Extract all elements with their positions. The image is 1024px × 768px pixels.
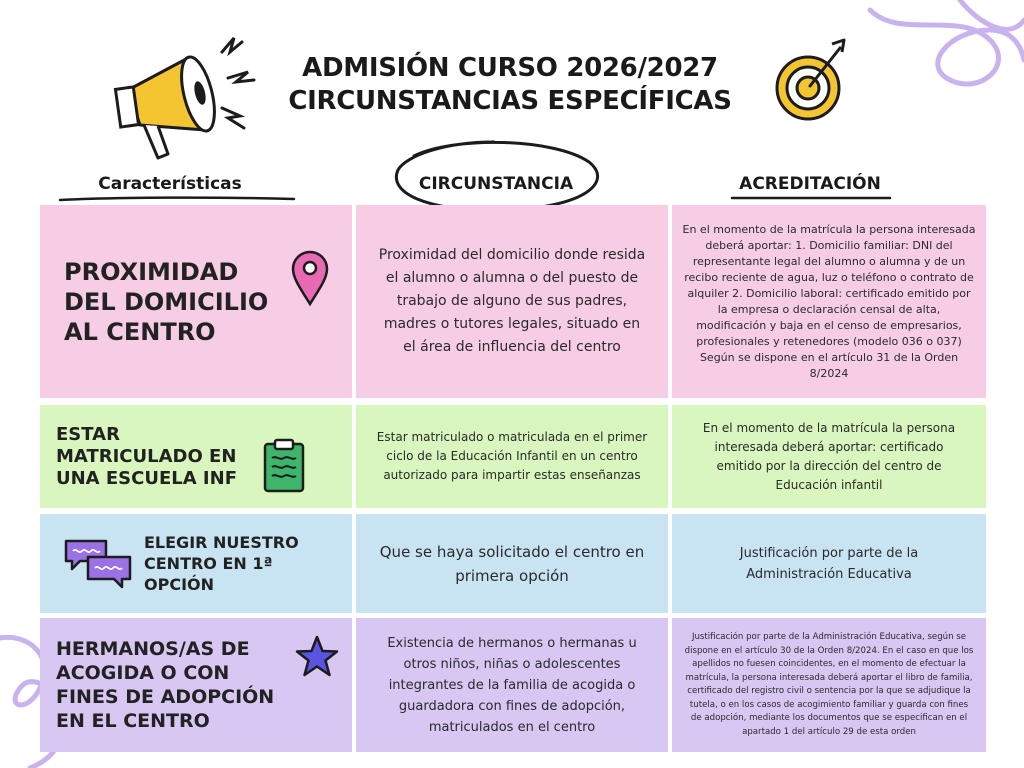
row-2-acreditacion: En el momento de la matrícula la persona interesada deberá aportar: certificado emitido por la dirección del centro de Educación infantil <box>672 405 986 508</box>
row-1-acreditacion: En el momento de la matrícula la persona interesada deberá aportar: 1. Domicilio familiar: DNI del representante legal del alumno o alumna y de un recibo reciente de agua, luz o teléfono o contrato de alquiler 2. Domicilio laboral: certificado emitido por la empresa o declaración censal de alta, modificación y baja en el censo de empresarios, profesionales y retenedores (modelo 036 o 037) Según se dispone en el artículo 31 de la Orden 8/2024 <box>672 205 986 398</box>
underline-decoration <box>58 194 298 204</box>
row-4-circunstancia: Existencia de hermanos o hermanas u otros niños, niñas o adolescentes integrantes de la familia de acogida o guardadora con fines de adopción, matriculados en el centro <box>356 618 668 752</box>
row-1-circunstancia: Proximidad del domicilio donde resida el alumno o alumna o del puesto de trabajo de alguno de sus padres, madres o tutores legales, situado en el área de influencia del centro <box>356 205 668 398</box>
title-line-2: CIRCUNSTANCIAS ESPECÍFICAS <box>288 86 732 116</box>
row-2-caracteristica: ESTAR MATRICULADO EN UNA ESCUELA INF <box>40 405 352 508</box>
underline-decoration-2 <box>730 194 892 202</box>
row-2-circunstancia: Estar matriculado o matriculada en el primer ciclo de la Educación Infantil en un centro autorizado para impartir estas enseñanzas <box>356 405 668 508</box>
column-header-circunstancia: CIRCUNSTANCIA <box>418 174 574 194</box>
row-4-acreditacion: Justificación por parte de la Administración Educativa, según se dispone en el artículo 30 de la Orden 8/2024. En el caso en que los apellidos no fuesen coincidentes, en el momento de efectuar la matrícula, la persona interesada deberá aportar el libro de familia, certificado del registro civil o sentencia por la que se adjudique la tutela, o en los casos de acogimiento familiar y guarda con fines de adopción, mediante los documentos que se especifican en el apartado 1 del artículo 29 de esta orden <box>672 618 986 752</box>
title-line-1: ADMISIÓN CURSO 2026/2027 <box>302 53 718 83</box>
row-3-acreditacion: Justificación por parte de la Administración Educativa <box>672 514 986 613</box>
column-header-caracteristicas: Características <box>98 174 242 194</box>
row-1-caracteristica: PROXIMIDAD DEL DOMICILIO AL CENTRO <box>40 205 352 398</box>
column-header-acreditacion: ACREDITACIÓN <box>739 174 881 194</box>
page-title <box>220 52 800 118</box>
scribble-decoration-top-right <box>840 0 1024 140</box>
row-3-caracteristica: ELEGIR NUESTRO CENTRO EN 1ª OPCIÓN <box>40 514 352 613</box>
row-4-caracteristica: HERMANOS/AS DE ACOGIDA O CON FINES DE ADOPCIÓN EN EL CENTRO <box>40 618 352 752</box>
row-3-circunstancia: Que se haya solicitado el centro en primera opción <box>356 514 668 613</box>
